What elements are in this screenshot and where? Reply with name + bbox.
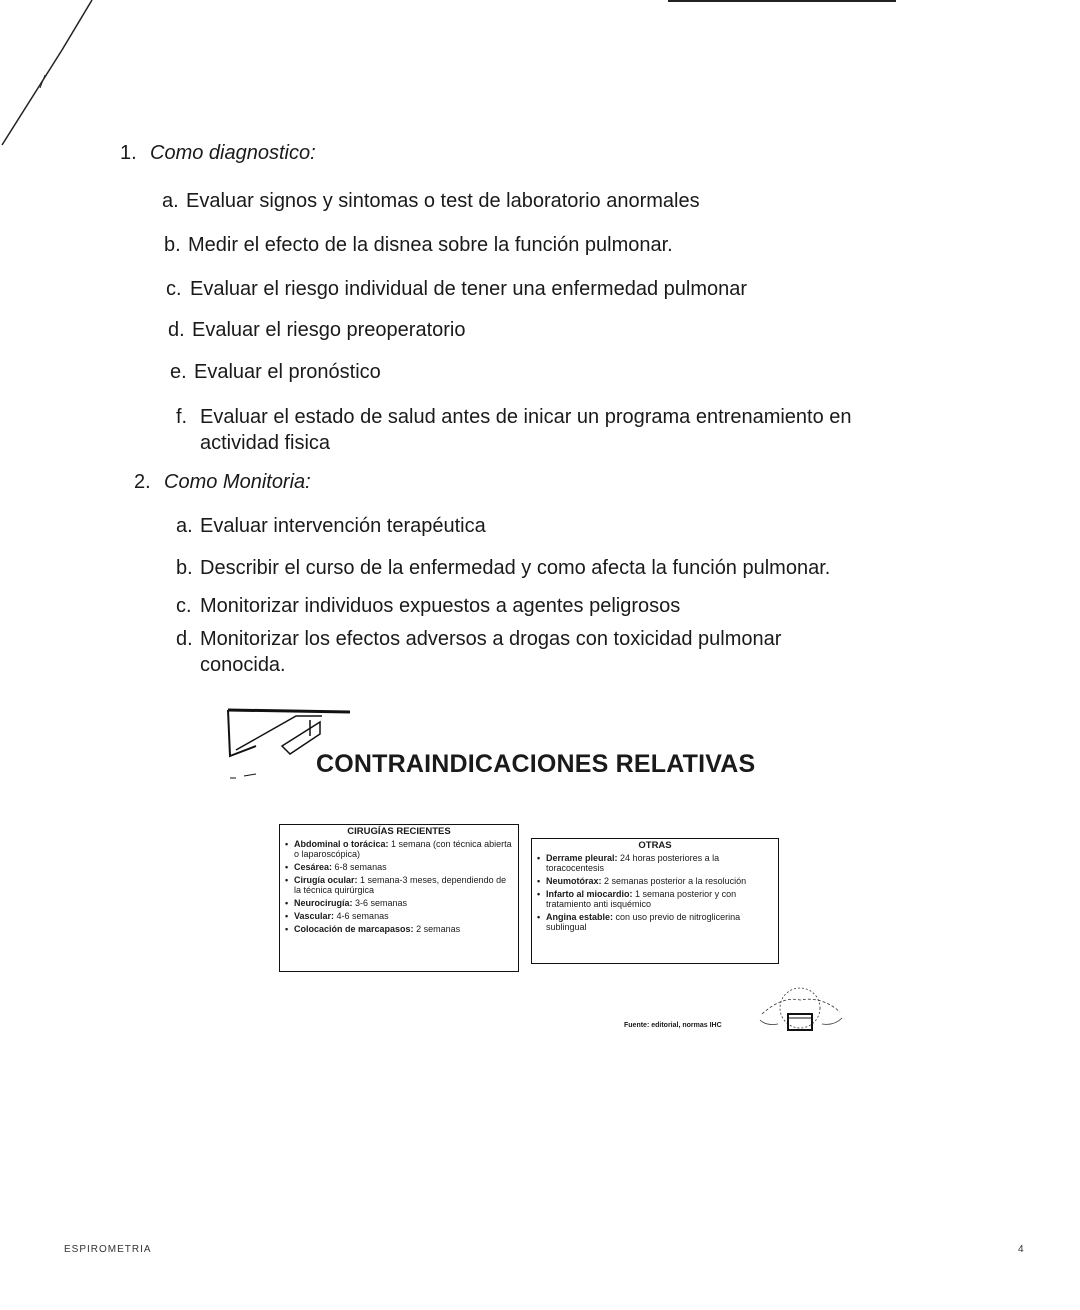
- stamp-icon: [752, 986, 848, 1036]
- list-item: [176, 404, 852, 456]
- list-item: [176, 513, 486, 539]
- list-item: [176, 555, 830, 581]
- item-text: Evaluar el pronóstico: [194, 361, 381, 383]
- section-title-text: Como Monitoria:: [164, 471, 311, 493]
- list-item: [166, 276, 747, 302]
- item-text: Evaluar el estado de salud antes de inicar un programa entrenamiento en: [200, 406, 852, 428]
- item-text: Medir el efecto de la disnea sobre la función pulmonar.: [188, 234, 673, 256]
- section-number: 1.: [120, 142, 137, 164]
- top-rule: [668, 0, 896, 2]
- item-text: Monitorizar individuos expuestos a agentes peligrosos: [200, 595, 681, 617]
- list-item: [176, 626, 781, 678]
- list-item: • Infarto al miocardio: 1 semana posterior y con tratamiento anti isquémico: [537, 889, 773, 909]
- item-letter: d.: [168, 319, 185, 341]
- box-title: OTRAS: [638, 840, 672, 851]
- item-text: Evaluar intervención terapéutica: [200, 515, 486, 537]
- list-item: • Colocación de marcapasos: 2 semanas: [285, 924, 513, 934]
- footer-page-number: 4: [1018, 1244, 1024, 1255]
- list-item: • Cirugía ocular: 1 semana-3 meses, dependiendo de la técnica quirúrgica: [285, 875, 513, 895]
- box-title: CIRUGÍAS RECIENTES: [347, 826, 451, 837]
- list-item: • Abdominal o torácica: 1 semana (con técnica abierta o laparoscópica): [285, 839, 513, 859]
- item-letter: f.: [176, 406, 188, 428]
- item-text-continuation: actividad fisica: [200, 432, 331, 454]
- list-item: [168, 317, 466, 343]
- list-item: [176, 593, 680, 619]
- item-letter: b.: [164, 234, 181, 256]
- section-number: 2.: [134, 471, 151, 493]
- list-item: • Neumotórax: 2 semanas posterior a la resolución: [537, 876, 773, 886]
- section-title-text: Como diagnostico:: [150, 142, 316, 164]
- list-item: [162, 188, 700, 214]
- item-text-continuation: conocida.: [200, 654, 286, 676]
- item-letter: a.: [176, 515, 193, 537]
- list-item: [164, 232, 673, 258]
- recent-surgeries-box: [279, 824, 519, 972]
- source-caption: Fuente: editorial, normas IHC: [624, 1022, 722, 1029]
- decorative-diagonal-lines: [0, 0, 110, 160]
- item-letter: e.: [170, 361, 187, 383]
- item-letter: c.: [166, 278, 182, 300]
- item-letter: c.: [176, 595, 192, 617]
- item-letter: a.: [162, 190, 179, 212]
- list-item: • Angina estable: con uso previo de nitroglicerina sublingual: [537, 912, 773, 932]
- contraindications-title: CONTRAINDICACIONES RELATIVAS: [316, 750, 756, 778]
- footer-document-name: ESPIROMETRIA: [64, 1244, 152, 1255]
- item-text: Monitorizar los efectos adversos a drogas con toxicidad pulmonar: [200, 628, 782, 650]
- list-item: • Vascular: 4-6 semanas: [285, 911, 513, 921]
- list-item: • Cesárea: 6-8 semanas: [285, 862, 513, 872]
- item-letter: b.: [176, 557, 193, 579]
- list-item: • Derrame pleural: 24 horas posteriores a la toracocentesis: [537, 853, 773, 873]
- item-text: Evaluar el riesgo preoperatorio: [192, 319, 466, 341]
- item-text: Evaluar el riesgo individual de tener una enfermedad pulmonar: [190, 278, 748, 300]
- item-text: Describir el curso de la enfermedad y como afecta la función pulmonar.: [200, 557, 831, 579]
- item-text: Evaluar signos y sintomas o test de laboratorio anormales: [186, 190, 700, 212]
- other-contraindications-box: [531, 838, 779, 964]
- item-letter: d.: [176, 628, 193, 650]
- list-item: [170, 359, 381, 385]
- list-item: • Neurocirugía: 3-6 semanas: [285, 898, 513, 908]
- section-title-monitoria: [134, 471, 311, 494]
- section-title-diagnostico: [120, 142, 316, 165]
